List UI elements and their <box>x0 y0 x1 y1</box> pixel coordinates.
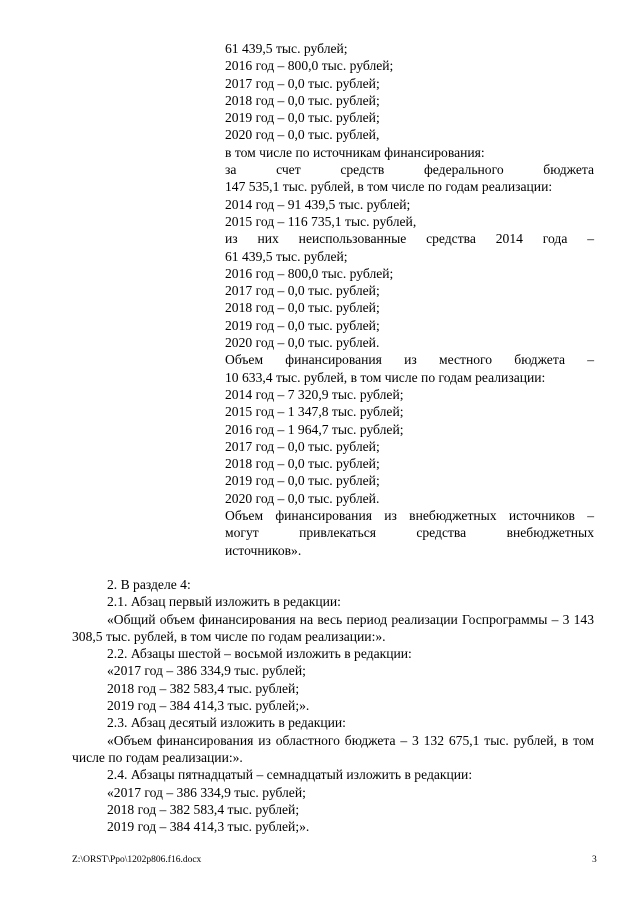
column-line: за счет средств федерального бюджета <box>225 162 594 178</box>
column-line: 2019 год – 0,0 тыс. рублей; <box>225 473 380 489</box>
column-line: 2020 год – 0,0 тыс. рублей. <box>225 490 380 506</box>
section-paragraph: 2.4. Абзацы пятнадцатый – семнадцатый изложить в редакции: <box>107 767 473 783</box>
column-line: 2017 год – 0,0 тыс. рублей; <box>225 283 380 299</box>
section-paragraph: 2.2. Абзацы шестой – восьмой изложить в редакции: <box>107 646 412 662</box>
column-line: 2015 год – 1 347,8 тыс. рублей; <box>225 404 404 420</box>
column-line: 2015 год – 116 735,1 тыс. рублей, <box>225 213 417 229</box>
column-line: из них неиспользованные средства 2014 года – <box>225 231 594 247</box>
column-line: 61 439,5 тыс. рублей; <box>225 41 348 56</box>
footer-file-path: Z:\ORST\Ppo\1202p806.f16.docx <box>72 855 202 865</box>
column-line: 61 439,5 тыс. рублей; <box>225 248 348 264</box>
column-line: 2019 год – 0,0 тыс. рублей; <box>225 110 380 126</box>
section-paragraph: «2017 год – 386 334,9 тыс. рублей; <box>107 663 306 679</box>
column-line: 10 633,4 тыс. рублей, в том числе по годам реализации: <box>225 369 546 385</box>
column-line: 2017 год – 0,0 тыс. рублей; <box>225 438 380 454</box>
column-line: 2017 год – 0,0 тыс. рублей; <box>225 75 380 91</box>
column-line: 147 535,1 тыс. рублей, в том числе по годам реализации: <box>225 179 553 195</box>
section-paragraph: 2. В разделе 4: <box>107 577 191 592</box>
column-line: могут привлекаться средства внебюджетных <box>225 525 594 541</box>
column-line: 2018 год – 0,0 тыс. рублей; <box>225 456 380 472</box>
section-paragraph: 2.3. Абзац десятый изложить в редакции: <box>107 715 346 731</box>
column-line: 2014 год – 7 320,9 тыс. рублей; <box>225 386 404 402</box>
column-line: Объем финансирования из внебюджетных источников – <box>225 508 594 524</box>
column-line: Объем финансирования из местного бюджета – <box>225 352 594 368</box>
budget-column <box>225 40 594 559</box>
section-paragraph: 2018 год – 382 583,4 тыс. рублей; <box>107 801 300 817</box>
column-line: 2018 год – 0,0 тыс. рублей; <box>225 300 380 316</box>
section-paragraph: «Общий объем финансирования на весь период реализации Госпрограммы – 3 143 308,5 тыс. рублей, в том числе по годам реализации:». <box>72 611 594 644</box>
column-line: 2016 год – 1 964,7 тыс. рублей; <box>225 421 404 437</box>
section-paragraph: 2.1. Абзац первый изложить в редакции: <box>107 594 341 610</box>
column-line: в том числе по источникам финансирования: <box>225 144 485 160</box>
page-number: 3 <box>592 855 597 865</box>
section-paragraph: «Объем финансирования из областного бюджета – 3 132 675,1 тыс. рублей, в том числе по годам реализации:». <box>72 732 594 765</box>
section-4-amendments <box>72 576 594 835</box>
section-paragraph: 2018 год – 382 583,4 тыс. рублей; <box>107 680 300 696</box>
section-paragraph: 2019 год – 384 414,3 тыс. рублей;». <box>107 819 310 835</box>
column-line: 2014 год – 91 439,5 тыс. рублей; <box>225 196 411 212</box>
section-paragraph: 2019 год – 384 414,3 тыс. рублей;». <box>107 698 310 714</box>
column-line: 2016 год – 800,0 тыс. рублей; <box>225 265 394 281</box>
column-line: 2016 год – 800,0 тыс. рублей; <box>225 58 394 74</box>
column-line: 2019 год – 0,0 тыс. рублей; <box>225 317 380 333</box>
column-line: источников». <box>225 542 302 558</box>
column-line: 2020 год – 0,0 тыс. рублей, <box>225 127 380 143</box>
column-line: 2018 год – 0,0 тыс. рублей; <box>225 92 380 108</box>
column-line: 2020 год – 0,0 тыс. рублей. <box>225 335 380 351</box>
section-paragraph: «2017 год – 386 334,9 тыс. рублей; <box>107 784 306 800</box>
